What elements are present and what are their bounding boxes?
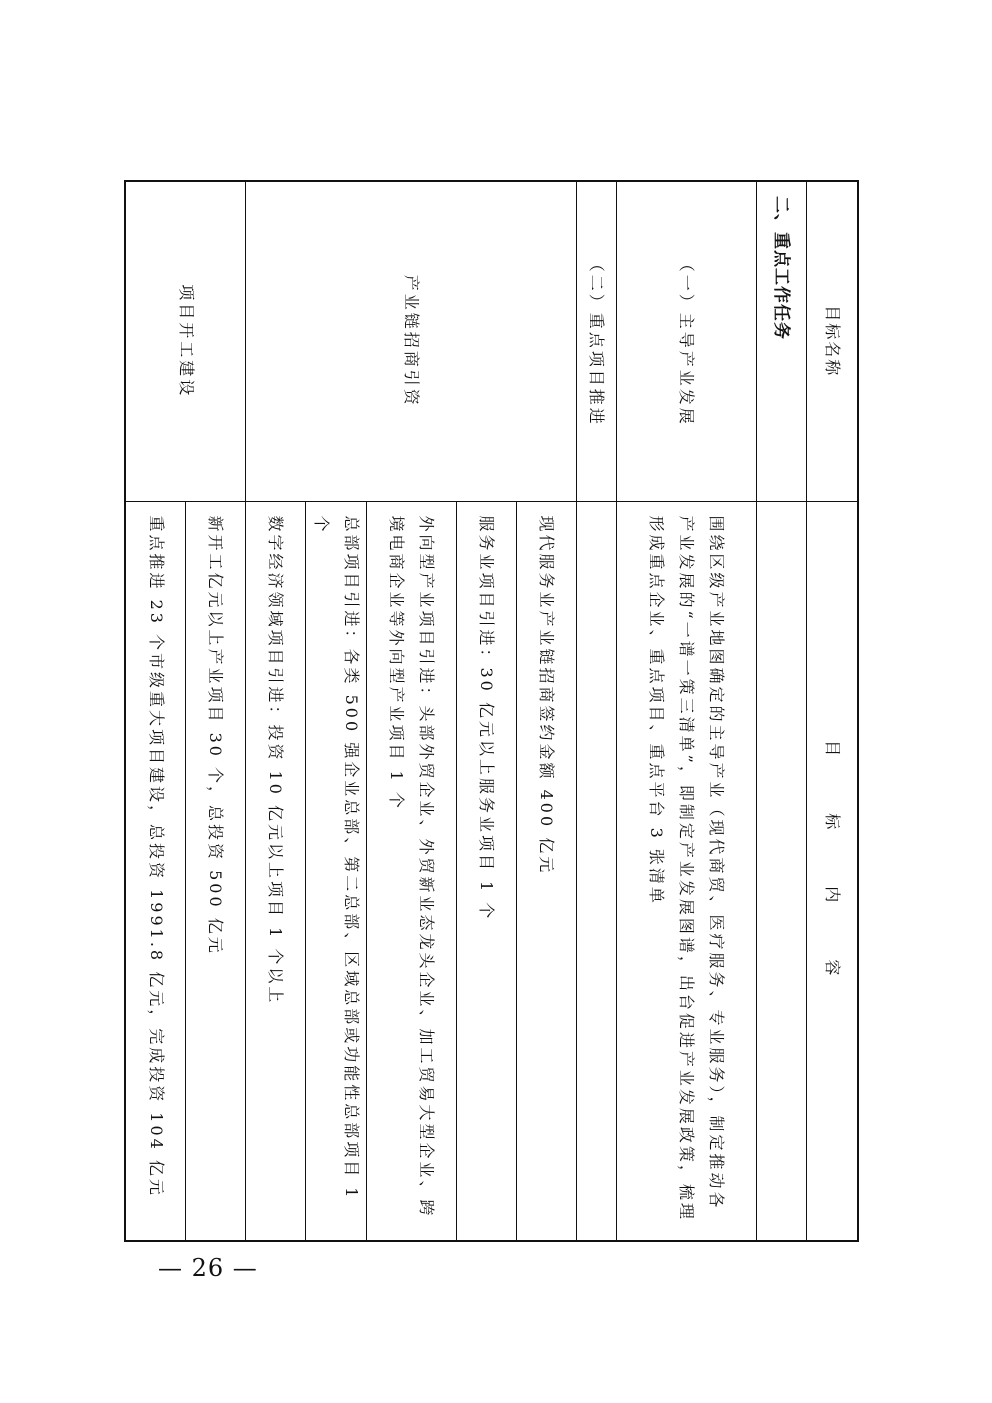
group-name-investment: 产业链招商引资 xyxy=(246,181,577,501)
table-row xyxy=(186,181,246,1241)
group-item: 重点推进 23 个市级重大项目建设，总投资 1991.8 亿元，完成投资 104 亿元 xyxy=(126,501,186,1241)
group-item: 外向型产业项目引进：头部外贸企业、外贸新业态龙头企业、加工贸易大型企业、跨境电商企业等外向型产业项目 1 个 xyxy=(367,501,457,1241)
table-row xyxy=(517,181,577,1241)
row-content-key-projects xyxy=(577,501,617,1241)
header-target-name: 目标名称 xyxy=(807,181,859,501)
row-name-key-projects: （二）重点项目推进 xyxy=(577,181,617,501)
group-item: 服务业项目引进：30 亿元以上服务业项目 1 个 xyxy=(457,501,517,1241)
group-item: 数字经济领域项目引进：投资 10 亿元以上项目 1 个以上 xyxy=(246,501,306,1241)
table-header-row xyxy=(807,181,859,1241)
group-item: 总部项目引进：各类 500 强企业总部、第二总部、区域总部或功能性总部项目 1 个 xyxy=(306,501,367,1241)
section-row xyxy=(757,181,807,1241)
header-target-content: 目 标 内 容 xyxy=(807,501,859,1241)
section-empty-cell xyxy=(757,501,807,1241)
row-content-industry-development: 围绕区级产业地图确定的主导产业（现代商贸、医疗服务、专业服务），制定推动各产业发展的“一谱一策三清单”，即制定产业发展图谱，出台促进产业发展政策，梳理形成重点企业、重点项目、重点平台 3 张清单 xyxy=(617,501,757,1241)
group-item: 新开工亿元以上产业项目 30 个，总投资 500 亿元 xyxy=(186,501,246,1241)
group-item: 现代服务业产业链招商签约金额 400 亿元 xyxy=(517,501,577,1241)
target-table xyxy=(125,180,860,1242)
section-title: 二、重点工作任务 xyxy=(757,181,807,501)
table-row xyxy=(577,181,617,1241)
group-name-construction: 项目开工建设 xyxy=(126,181,246,501)
page-number: — 26 — xyxy=(158,1254,258,1282)
table-row xyxy=(617,181,757,1241)
row-name-industry-development: （一）主导产业发展 xyxy=(617,181,757,501)
rotated-table-wrapper xyxy=(129,180,859,1240)
